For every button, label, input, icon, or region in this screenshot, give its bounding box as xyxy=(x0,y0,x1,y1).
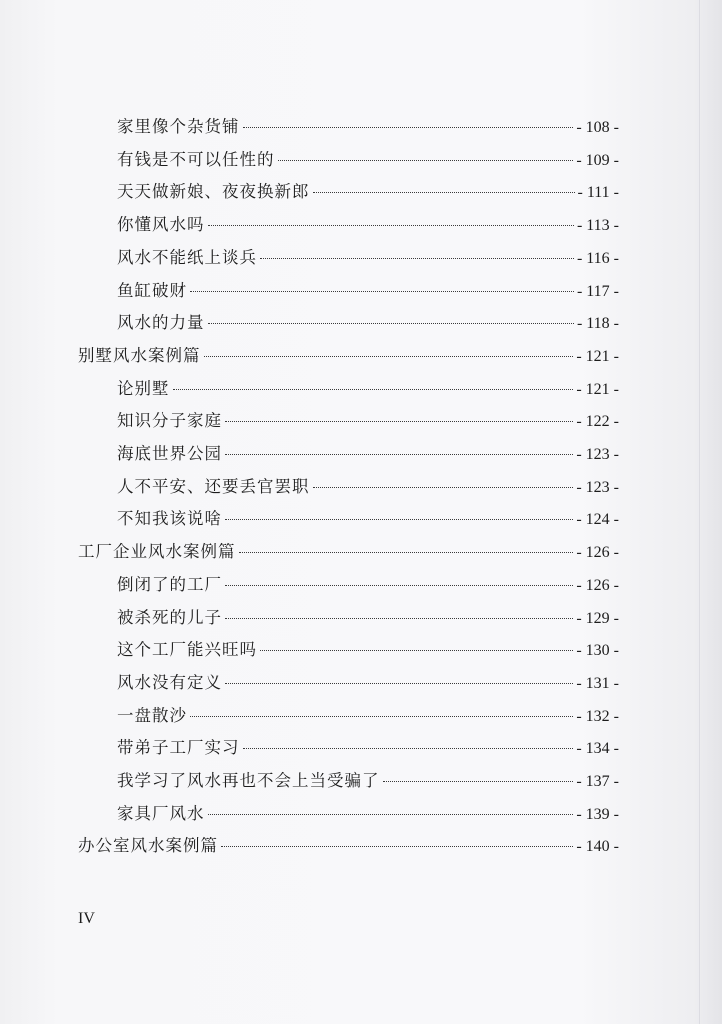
toc-entry-page: - 130 - xyxy=(576,642,619,660)
toc-entry-title: 有钱是不可以任性的 xyxy=(117,149,275,169)
toc-entry[interactable] xyxy=(117,736,619,760)
dot-leader xyxy=(225,683,573,684)
dot-leader xyxy=(225,519,573,520)
toc-entry-title: 天天做新娘、夜夜换新郎 xyxy=(117,182,310,202)
toc-entry-title: 这个工厂能兴旺吗 xyxy=(117,640,257,660)
toc-entry-title: 你懂风水吗 xyxy=(117,215,205,235)
toc-entry-page: - 126 - xyxy=(576,576,619,594)
toc-entry[interactable] xyxy=(117,573,619,597)
toc-entry-title: 不知我该说啥 xyxy=(117,509,222,529)
dot-leader xyxy=(260,258,574,259)
dot-leader xyxy=(208,225,574,226)
toc-entry-page: - 140 - xyxy=(576,838,619,856)
dot-leader xyxy=(383,781,574,782)
toc-entry-title: 鱼缸破财 xyxy=(117,280,187,300)
toc-entry-title: 家里像个杂货铺 xyxy=(117,117,240,136)
toc-entry-title: 工厂企业风水案例篇 xyxy=(78,542,236,562)
toc-entry[interactable] xyxy=(117,704,619,728)
toc-entry[interactable] xyxy=(117,769,619,793)
dot-leader xyxy=(225,454,573,455)
dot-leader xyxy=(260,650,573,651)
toc-entry-title: 论别墅 xyxy=(117,378,170,398)
toc-entry-page: - 124 - xyxy=(576,511,619,529)
toc-entry-title: 一盘散沙 xyxy=(117,705,187,725)
toc-entry-page: - 121 - xyxy=(576,347,619,365)
toc-entry-title: 人不平安、还要丢官罢职 xyxy=(117,476,310,496)
toc-section-entry[interactable] xyxy=(78,834,619,858)
toc-entry-page: - 123 - xyxy=(576,446,619,463)
toc-entry[interactable] xyxy=(117,180,619,204)
dot-leader xyxy=(190,291,574,292)
toc-section-entry[interactable] xyxy=(78,344,619,368)
toc-entry-page: - 131 - xyxy=(576,674,619,692)
toc-entry[interactable] xyxy=(117,638,619,662)
toc-entry[interactable] xyxy=(117,507,619,531)
dot-leader xyxy=(225,618,573,619)
toc-entry-page: - 117 - xyxy=(576,282,619,300)
dot-leader xyxy=(239,552,574,553)
dot-leader xyxy=(221,846,573,847)
toc-entry-title: 别墅风水案例篇 xyxy=(78,345,201,365)
toc-entry[interactable] xyxy=(117,409,619,433)
dot-leader xyxy=(204,356,574,357)
toc-entry-title: 倒闭了的工厂 xyxy=(117,574,222,594)
toc-entry[interactable] xyxy=(117,115,619,139)
toc-entry[interactable] xyxy=(117,442,619,466)
toc-entry-page: - 137 - xyxy=(576,773,619,790)
dot-leader xyxy=(208,323,574,324)
toc-entry-page: - 134 - xyxy=(576,740,619,758)
toc-entry-title: 海底世界公园 xyxy=(117,444,222,463)
toc-entry-page: - 129 - xyxy=(576,609,619,627)
toc-entry[interactable] xyxy=(117,802,619,826)
toc-entry[interactable] xyxy=(117,606,619,630)
dot-leader xyxy=(278,160,574,161)
toc-entry[interactable] xyxy=(117,475,619,499)
toc-entry[interactable] xyxy=(117,671,619,695)
dot-leader xyxy=(190,716,573,717)
toc-entry-title: 办公室风水案例篇 xyxy=(78,836,218,856)
toc-entry-title: 风水的力量 xyxy=(117,313,205,333)
dot-leader xyxy=(173,389,574,390)
toc-entry-page: - 122 - xyxy=(576,413,619,431)
toc-entry-page: - 118 - xyxy=(576,315,619,333)
page-number: IV xyxy=(78,910,95,927)
toc-entry[interactable] xyxy=(117,148,619,172)
dot-leader xyxy=(225,421,573,422)
toc-entry-title: 我学习了风水再也不会上当受骗了 xyxy=(117,771,380,790)
dot-leader xyxy=(313,192,575,193)
toc-entry-title: 带弟子工厂实习 xyxy=(117,738,240,758)
toc-entry[interactable] xyxy=(117,377,619,401)
toc-section-entry[interactable] xyxy=(78,540,619,564)
toc-entry-page: - 123 - xyxy=(576,478,619,496)
toc-entry-page: - 126 - xyxy=(576,544,619,562)
toc-entry-title: 知识分子家庭 xyxy=(117,411,222,431)
dot-leader xyxy=(208,814,574,815)
dot-leader xyxy=(225,585,573,586)
toc-entry-title: 家具厂风水 xyxy=(117,803,205,823)
toc-entry[interactable] xyxy=(117,279,619,303)
dot-leader xyxy=(243,127,574,128)
toc-entry-title: 风水不能纸上谈兵 xyxy=(117,247,257,267)
toc-entry-page: - 139 - xyxy=(576,805,619,823)
toc-entry[interactable] xyxy=(117,213,619,237)
toc-entry-page: - 111 - xyxy=(577,184,619,202)
dot-leader xyxy=(243,748,574,749)
dot-leader xyxy=(313,487,574,488)
toc-entry-page: - 109 - xyxy=(576,151,619,169)
toc-entry-page: - 108 - xyxy=(576,119,619,136)
toc-entry-page: - 132 - xyxy=(576,707,619,725)
toc-entry[interactable] xyxy=(117,246,619,270)
toc-entry[interactable] xyxy=(117,311,619,335)
toc-entry-page: - 113 - xyxy=(576,217,619,235)
toc-entry-title: 被杀死的儿子 xyxy=(117,607,222,627)
toc-entry-page: - 116 - xyxy=(576,249,619,267)
toc-entry-page: - 121 - xyxy=(576,380,619,398)
toc-entry-title: 风水没有定义 xyxy=(117,672,222,692)
